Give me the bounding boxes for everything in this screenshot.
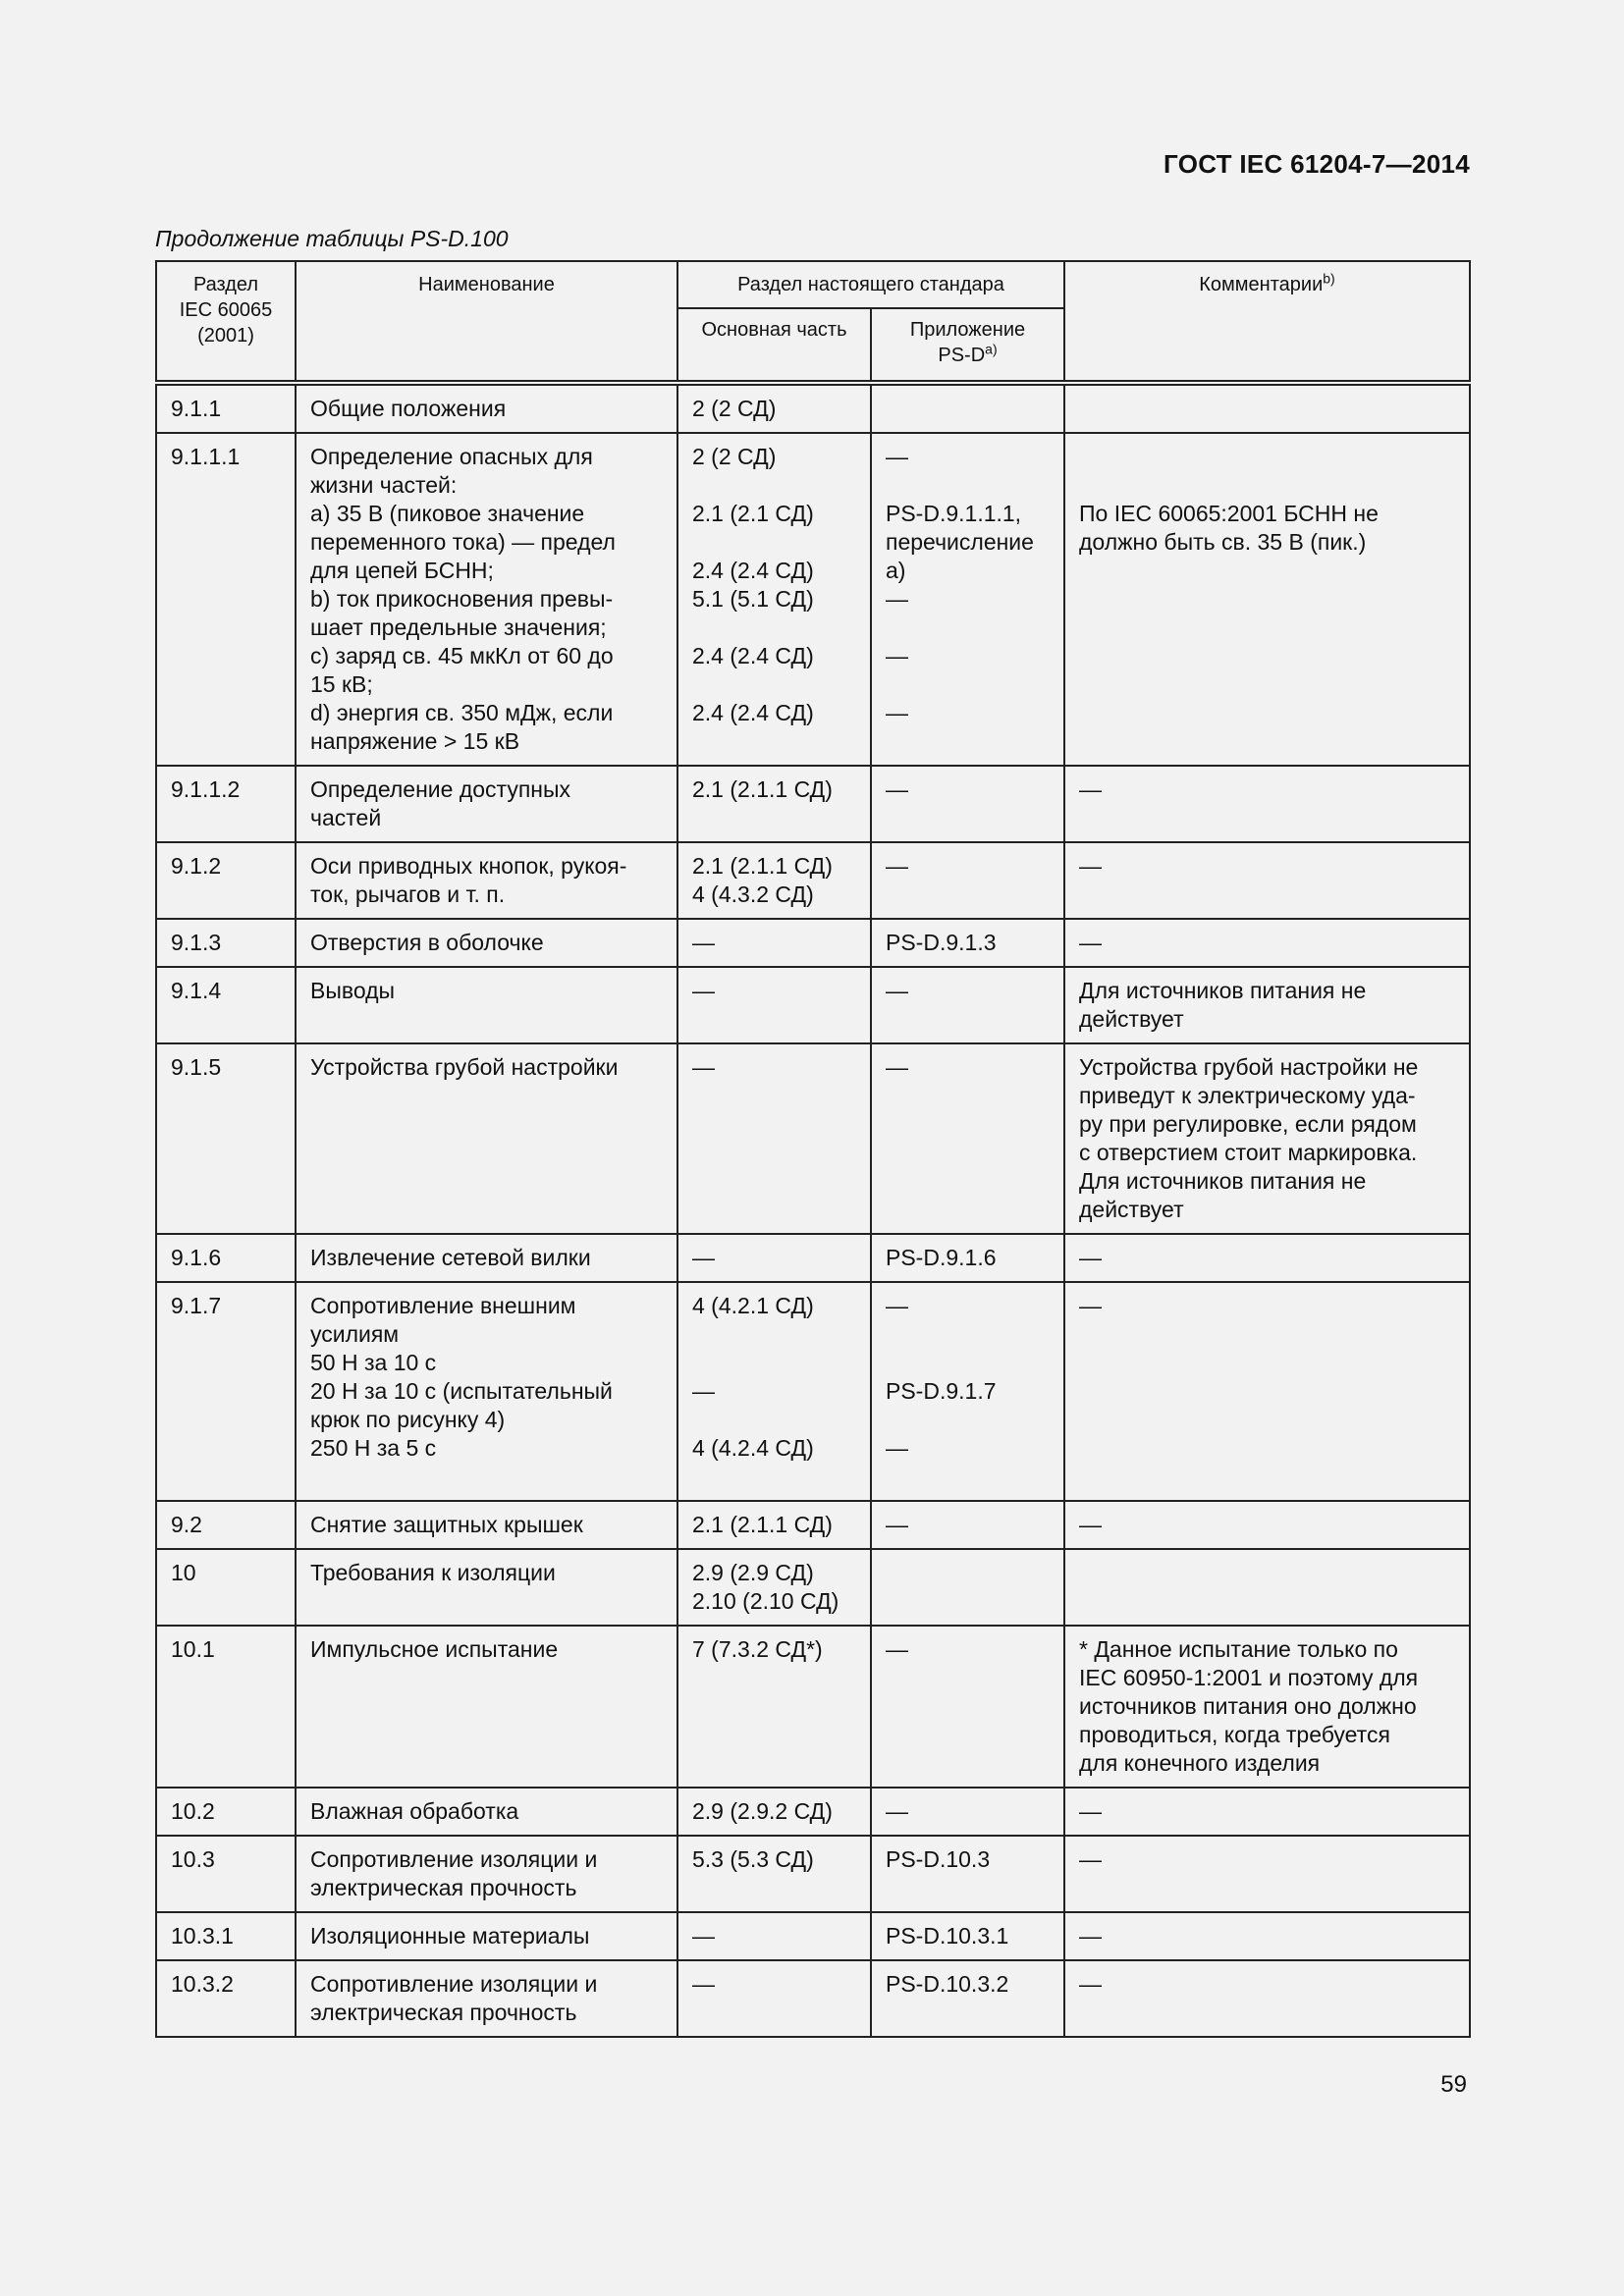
cell-line: Устройства грубой настройки не <box>1079 1054 1419 1080</box>
cell-line: Выводы <box>310 978 396 1003</box>
table-row <box>156 766 1470 842</box>
cell-main-part <box>677 1836 871 1912</box>
cell-line: Для источников питания не <box>1079 1168 1367 1194</box>
cell-line: — <box>1079 930 1102 955</box>
cell-name <box>296 1501 677 1549</box>
cell-name <box>296 1234 677 1282</box>
cell-main-part <box>677 1549 871 1626</box>
table-row <box>156 1282 1470 1501</box>
cell-line: * Данное испытание только по <box>1079 1636 1398 1662</box>
cell-annex <box>871 967 1064 1043</box>
cell-main-part <box>677 1501 871 1549</box>
cell-line: для цепей БСНН; <box>310 558 494 583</box>
cell-name <box>296 1626 677 1788</box>
table-body <box>156 383 1470 2037</box>
cell-text: 10.3 <box>171 1846 215 1872</box>
cell-section <box>156 1501 296 1549</box>
cell-main-part <box>677 919 871 967</box>
cell-line: — <box>692 1245 715 1270</box>
cell-line: приведут к электрическому уда- <box>1079 1083 1416 1108</box>
cell-name <box>296 1549 677 1626</box>
cell-annex <box>871 383 1064 433</box>
cell-main-part <box>677 766 871 842</box>
cell-line: 50 Н за 10 с <box>310 1350 437 1375</box>
cell-line <box>886 614 1050 642</box>
cell-comment <box>1064 1549 1470 1626</box>
cell-annex <box>871 1234 1064 1282</box>
cell-line <box>886 670 1050 699</box>
cell-text: 9.1.4 <box>171 978 222 1003</box>
cell-line: 2.4 (2.4 СД) <box>692 558 814 583</box>
cell-text: 9.1.1.1 <box>171 444 241 469</box>
cell-line <box>692 1320 856 1349</box>
cell-name <box>296 1912 677 1960</box>
cell-line: Определение опасных для <box>310 444 593 469</box>
cell-line: — <box>1079 1293 1102 1318</box>
cell-line: — <box>886 1435 908 1461</box>
cell-line: 4 (4.2.4 СД) <box>692 1435 814 1461</box>
table-row <box>156 383 1470 433</box>
cell-line: — <box>886 1054 908 1080</box>
cell-line: проводиться, когда требуется <box>1079 1722 1390 1747</box>
cell-main-part <box>677 1912 871 1960</box>
cell-comment <box>1064 1912 1470 1960</box>
table-row <box>156 1960 1470 2037</box>
cell-comment <box>1064 1501 1470 1549</box>
cell-comment <box>1064 1626 1470 1788</box>
cell-annex <box>871 1788 1064 1836</box>
cell-section <box>156 383 296 433</box>
cell-annex <box>871 1626 1064 1788</box>
cell-annex <box>871 1836 1064 1912</box>
cell-line: перечисление <box>886 529 1034 555</box>
cell-line: — <box>886 1293 908 1318</box>
table-row <box>156 967 1470 1043</box>
cell-line: шает предельные значения; <box>310 614 607 640</box>
cell-name <box>296 1836 677 1912</box>
cell-line: — <box>886 643 908 668</box>
cell-main-part <box>677 842 871 919</box>
cell-line: — <box>1079 776 1102 802</box>
cell-comment <box>1064 766 1470 842</box>
cell-line: 4 (4.2.1 СД) <box>692 1293 814 1318</box>
table-row <box>156 1626 1470 1788</box>
cell-section <box>156 1788 296 1836</box>
cell-line: — <box>886 853 908 879</box>
cell-line: d) энергия св. 350 мДж, если <box>310 700 614 725</box>
cell-annex <box>871 919 1064 967</box>
cell-annex <box>871 1043 1064 1234</box>
cell-comment <box>1064 967 1470 1043</box>
cell-text: 9.1.5 <box>171 1054 222 1080</box>
header-name: Наименование <box>296 261 677 383</box>
cell-line: — <box>886 1636 908 1662</box>
cell-text: 9.1.1 <box>171 396 222 421</box>
cell-line: — <box>1079 1923 1102 1949</box>
cell-name <box>296 1960 677 2037</box>
cell-text: 10.3.1 <box>171 1923 234 1949</box>
cell-comment <box>1064 1282 1470 1501</box>
cell-line: Влажная обработка <box>310 1798 519 1824</box>
cell-comment <box>1064 433 1470 766</box>
cell-name <box>296 1788 677 1836</box>
cell-line: PS-D.9.1.1.1, <box>886 501 1022 526</box>
table-row <box>156 1043 1470 1234</box>
cell-line: действует <box>1079 1006 1184 1032</box>
cell-section <box>156 433 296 766</box>
cell-text: 9.1.2 <box>171 853 222 879</box>
cell-text: 10.2 <box>171 1798 215 1824</box>
cell-line: для конечного изделия <box>1079 1750 1321 1776</box>
cell-annex <box>871 1549 1064 1626</box>
cell-text: 10.3.2 <box>171 1971 234 1997</box>
header-std-section: Раздел настоящего стандара <box>677 261 1064 308</box>
cell-line: — <box>886 586 908 612</box>
cell-name <box>296 967 677 1043</box>
cell-line: Общие положения <box>310 396 507 421</box>
cell-line <box>886 1406 1050 1434</box>
cell-text: 9.2 <box>171 1512 202 1537</box>
cell-line: 2.1 (2.1.1 СД) <box>692 1512 833 1537</box>
cell-annex <box>871 1912 1064 1960</box>
cell-main-part <box>677 967 871 1043</box>
cell-name <box>296 433 677 766</box>
table-row <box>156 919 1470 967</box>
table-row <box>156 1549 1470 1626</box>
cell-line: электрическая прочность <box>310 1875 577 1900</box>
cell-line: усилиям <box>310 1321 400 1347</box>
cell-line: ток, рычагов и т. п. <box>310 881 506 907</box>
cell-line <box>886 471 1050 500</box>
cell-annex <box>871 1282 1064 1501</box>
header-annex: Приложение $PS-D^{a)}$ <box>871 308 1064 383</box>
cell-line: PS-D.10.3.1 <box>886 1923 1009 1949</box>
cell-line: действует <box>1079 1197 1184 1222</box>
cell-line: a) 35 В (пиковое значение <box>310 501 585 526</box>
cell-line: с отверстием стоит маркировка. <box>1079 1140 1418 1165</box>
cell-section <box>156 1626 296 1788</box>
cell-section <box>156 1960 296 2037</box>
cell-name <box>296 1043 677 1234</box>
cell-annex <box>871 1960 1064 2037</box>
cell-name <box>296 919 677 967</box>
cell-text: 9.1.1.2 <box>171 776 241 802</box>
cell-line: Оси приводных кнопок, рукоя- <box>310 853 627 879</box>
cell-line <box>692 1349 856 1377</box>
cell-line: — <box>886 1798 908 1824</box>
cell-main-part <box>677 1626 871 1788</box>
cell-line: — <box>886 1512 908 1537</box>
cell-line: — <box>886 444 908 469</box>
comparison-table <box>155 260 1471 2038</box>
cell-line: PS-D.10.3 <box>886 1846 991 1872</box>
cell-line: 5.1 (5.1 СД) <box>692 586 814 612</box>
cell-comment <box>1064 1234 1470 1282</box>
cell-line: PS-D.9.1.3 <box>886 930 997 955</box>
cell-section <box>156 1549 296 1626</box>
header-section: Раздел IEC 60065 (2001) <box>156 261 296 383</box>
page-number: 59 <box>1440 2071 1467 2098</box>
cell-line: Сопротивление внешним <box>310 1293 576 1318</box>
cell-line <box>886 395 1050 423</box>
cell-line: 2.1 (2.1.1 СД) <box>692 853 833 879</box>
cell-line: — <box>1079 1971 1102 1997</box>
cell-line: частей <box>310 805 382 830</box>
cell-line: Импульсное испытание <box>310 1636 559 1662</box>
cell-line: 2.1 (2.1.1 СД) <box>692 776 833 802</box>
table-row <box>156 433 1470 766</box>
cell-line: Отверстия в оболочке <box>310 930 544 955</box>
cell-annex <box>871 842 1064 919</box>
cell-line: Снятие защитных крышек <box>310 1512 583 1537</box>
cell-line: 2 (2 СД) <box>692 444 777 469</box>
cell-line: жизни частей: <box>310 472 458 498</box>
cell-main-part <box>677 433 871 766</box>
table-header <box>156 261 1470 383</box>
table-row <box>156 1234 1470 1282</box>
cell-line: 2.4 (2.4 СД) <box>692 643 814 668</box>
cell-section <box>156 1234 296 1282</box>
cell-line: — <box>692 1971 715 1997</box>
cell-line <box>886 1349 1050 1377</box>
cell-line: 2.9 (2.9.2 СД) <box>692 1798 833 1824</box>
cell-name <box>296 766 677 842</box>
cell-line: 2 (2 СД) <box>692 396 777 421</box>
cell-line: Извлечение сетевой вилки <box>310 1245 591 1270</box>
cell-line: 250 Н за 5 с <box>310 1435 437 1461</box>
cell-line: — <box>692 1378 715 1404</box>
cell-section <box>156 842 296 919</box>
cell-line: переменного тока) — предел <box>310 529 616 555</box>
table-caption: Продолжение таблицы PS-D.100 <box>155 226 509 251</box>
cell-line: — <box>1079 1245 1102 1270</box>
cell-line <box>692 471 856 500</box>
cell-line: 2.9 (2.9 СД) <box>692 1560 814 1585</box>
table-row <box>156 1788 1470 1836</box>
cell-line: — <box>692 1923 715 1949</box>
cell-line: 2.4 (2.4 СД) <box>692 700 814 725</box>
cell-line: а) <box>886 558 906 583</box>
cell-line <box>1079 443 1455 471</box>
cell-line: — <box>692 1054 715 1080</box>
cell-line: c) заряд св. 45 мкКл от 60 до <box>310 643 614 668</box>
cell-comment <box>1064 1836 1470 1912</box>
header-comments: Комментарии$^{b)}$ <box>1064 261 1470 383</box>
table-row <box>156 1912 1470 1960</box>
cell-line: PS-D.10.3.2 <box>886 1971 1009 1997</box>
cell-comment <box>1064 1043 1470 1234</box>
cell-line: Изоляционные материалы <box>310 1923 590 1949</box>
cell-comment <box>1064 842 1470 919</box>
cell-main-part <box>677 1282 871 1501</box>
cell-line: Сопротивление изоляции и <box>310 1846 598 1872</box>
cell-line: PS-D.9.1.7 <box>886 1378 997 1404</box>
cell-line: — <box>1079 1512 1102 1537</box>
cell-section <box>156 1043 296 1234</box>
cell-line <box>1079 395 1455 423</box>
cell-line: IEC 60950-1:2001 и поэтому для <box>1079 1665 1419 1690</box>
cell-comment <box>1064 383 1470 433</box>
cell-line: 2.10 (2.10 СД) <box>692 1588 839 1614</box>
table-row <box>156 1836 1470 1912</box>
cell-annex <box>871 1501 1064 1549</box>
cell-comment <box>1064 1788 1470 1836</box>
document-code: ГОСТ IEC 61204-7—2014 <box>1164 149 1470 179</box>
cell-line: Определение доступных <box>310 776 571 802</box>
cell-name <box>296 383 677 433</box>
cell-line: 4 (4.3.2 СД) <box>692 881 814 907</box>
cell-line: ру при регулировке, если рядом <box>1079 1111 1417 1137</box>
cell-text: 10.1 <box>171 1636 215 1662</box>
cell-line: — <box>1079 1846 1102 1872</box>
cell-line: Сопротивление изоляции и <box>310 1971 598 1997</box>
cell-text: 9.1.6 <box>171 1245 222 1270</box>
cell-annex <box>871 433 1064 766</box>
cell-text: 9.1.3 <box>171 930 222 955</box>
cell-section <box>156 1282 296 1501</box>
cell-section <box>156 766 296 842</box>
cell-line: Устройства грубой настройки <box>310 1054 619 1080</box>
cell-line: — <box>692 930 715 955</box>
cell-line: — <box>886 700 908 725</box>
cell-line <box>692 528 856 557</box>
table-row <box>156 842 1470 919</box>
cell-comment <box>1064 1960 1470 2037</box>
cell-line <box>886 1320 1050 1349</box>
cell-line: По IEC 60065:2001 БСНН не <box>1079 501 1379 526</box>
cell-line: 7 (7.3.2 СД*) <box>692 1636 823 1662</box>
cell-line: — <box>886 978 908 1003</box>
cell-line: 5.3 (5.3 СД) <box>692 1846 814 1872</box>
cell-line <box>1079 471 1455 500</box>
cell-line: должно быть св. 35 В (пик.) <box>1079 529 1367 555</box>
cell-line: PS-D.9.1.6 <box>886 1245 997 1270</box>
cell-line: напряжение > 15 кВ <box>310 728 520 754</box>
cell-main-part <box>677 383 871 433</box>
cell-text: 10 <box>171 1560 196 1585</box>
cell-main-part <box>677 1234 871 1282</box>
cell-section <box>156 1836 296 1912</box>
cell-line <box>692 1406 856 1434</box>
cell-line <box>692 670 856 699</box>
cell-line <box>310 1463 663 1491</box>
cell-annex <box>871 766 1064 842</box>
cell-line <box>692 614 856 642</box>
cell-name <box>296 842 677 919</box>
cell-section <box>156 1912 296 1960</box>
cell-line: электрическая прочность <box>310 2000 577 2025</box>
cell-section <box>156 967 296 1043</box>
cell-text: 9.1.7 <box>171 1293 222 1318</box>
cell-main-part <box>677 1960 871 2037</box>
cell-line <box>886 1559 1050 1587</box>
table-row <box>156 1501 1470 1549</box>
cell-line: — <box>1079 853 1102 879</box>
cell-comment <box>1064 919 1470 967</box>
cell-line: — <box>886 776 908 802</box>
cell-line: Для источников питания не <box>1079 978 1367 1003</box>
cell-line: — <box>1079 1798 1102 1824</box>
cell-line: крюк по рисунку 4) <box>310 1407 506 1432</box>
cell-section <box>156 919 296 967</box>
cell-line: 20 Н за 10 с (испытательный <box>310 1378 613 1404</box>
cell-line: источников питания оно должно <box>1079 1693 1417 1719</box>
cell-main-part <box>677 1043 871 1234</box>
header-main-part: Основная часть <box>677 308 871 383</box>
cell-line <box>1079 1559 1455 1587</box>
cell-main-part <box>677 1788 871 1836</box>
cell-line: 2.1 (2.1 СД) <box>692 501 814 526</box>
cell-name <box>296 1282 677 1501</box>
cell-line: 15 кВ; <box>310 671 373 697</box>
cell-line: — <box>692 978 715 1003</box>
cell-line: Требования к изоляции <box>310 1560 556 1585</box>
cell-line: b) ток прикосновения превы- <box>310 586 614 612</box>
